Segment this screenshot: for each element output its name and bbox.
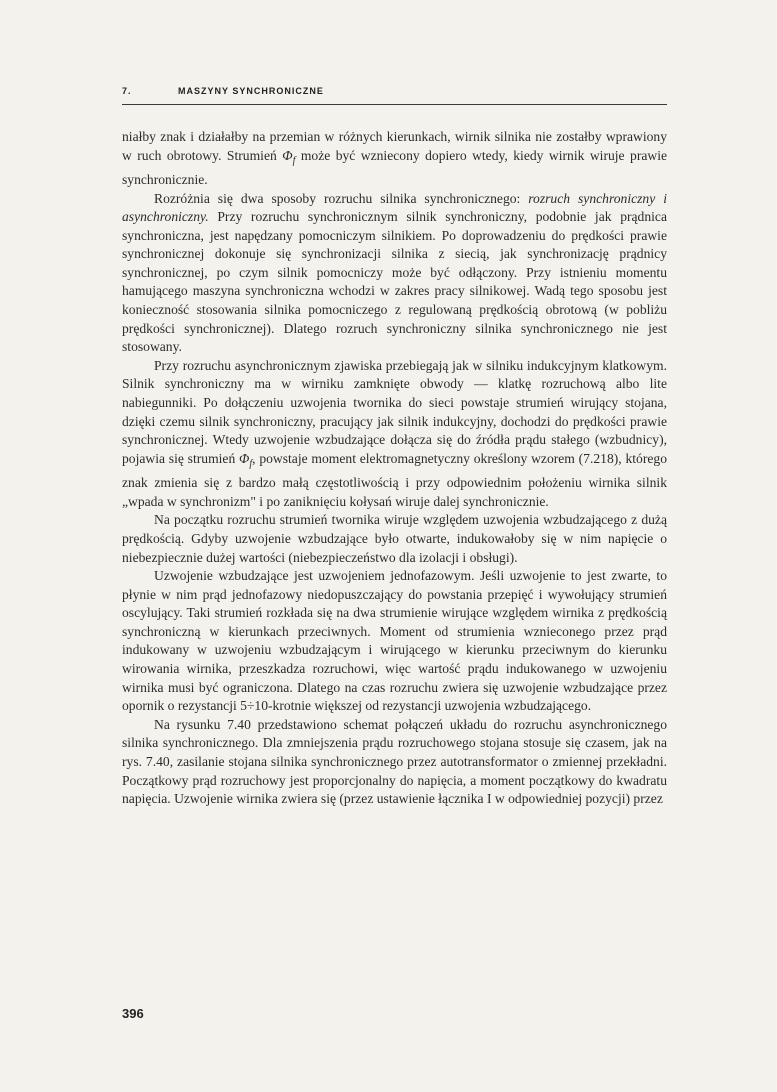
paragraph <box>122 567 667 716</box>
italic-span: rozruch synchroniczny i asynchroniczny. <box>122 190 667 225</box>
text-span: Rozróżnia się dwa sposoby rozruchu silnika synchronicznego: <box>154 190 529 206</box>
text-span: Przy rozruchu synchronicznym silnik synchroniczny, podobnie jak prądnica synchroniczna, jest napędzany pomocniczym silnikiem. Po doprowadzeniu do prędkości prawie synchronicznej dokonuje się synchronizacji silnika z siecią, jak synchronizację prądnicy synchronicznej, po czym silnik pomocniczy może być odłączony. Przy istnieniu momentu hamującego maszyna synchroniczna wchodzi w zakres pracy silnikowej. Wadą tego sposobu jest konieczność stosowania silnika pomocniczego z regulowaną prędkością obrotową (w pobliżu prędkości synchronicznej). Dlatego rozruch synchroniczny silnika synchronicznego nie jest stosowany. <box>122 209 667 355</box>
paragraph <box>122 190 667 357</box>
running-header <box>122 86 667 102</box>
chapter-number: 7. <box>122 86 132 96</box>
paragraph <box>122 357 667 511</box>
page-number: 396 <box>122 1006 144 1021</box>
paragraph <box>122 716 667 809</box>
italic-span: Φ <box>282 147 293 163</box>
text-span: może być wzniecony dopiero wtedy, kiedy wirnik wiruje prawie synchronicznie. <box>122 147 668 187</box>
paragraph <box>122 128 667 190</box>
text-span: Uzwojenie wzbudzające jest uzwojeniem jednofazowym. Jeśli uzwojenie to jest zwarte, to płynie w nim prąd jednofazowy niedopuszczający do powstania przepięć i wywołujący strumień oscylujący. Taki strumień rozkłada się na dwa strumienie wirujące względem wirnika z prędkością synchroniczną w kierunkach przeciwnych. Moment od strumienia wznieconego przez prąd indukowany w uzwojeniu wzbudzającym i wirującego w kierunku przeciwnym do kierunku wirowania wirnika, przeszkadza rozruchowi, więc wartość prądu indukowanego w uzwojeniu wirnika musi być ograniczona. Dlatego na czas rozruchu zwiera się uzwojenie wzbudzające przez opornik o rezystancji 5÷10-krotnie większej od rezystancji uzwojenia wzbudzającego. <box>122 568 667 714</box>
subscript-span: f <box>249 458 253 470</box>
text-span: Przy rozruchu asynchronicznym zjawiska przebiegają jak w silniku indukcyjnym klatkowym. Silnik synchroniczny ma w wirniku zamknięte obwody — klatkę rozruchową albo lite nabiegunniki. Po dołączeniu uzwojenia twornika do sieci powstaje strumień wirujący stojana, dzięki czemu silnik synchroniczny, pracujący jak silnik indukcyjny, dochodzi do prędkości prawie synchronicznej. Wtedy uzwojenie wzbudzające dołącza się do źródła prądu stałego (wzbudnicy), pojawia się strumień <box>122 357 667 466</box>
text-span: Na początku rozruchu strumień twornika wiruje względem uzwojenia wzbudzającego z dużą prędkością. Gdyby uzwojenie wzbudzające było otwarte, indukowałoby się w nim napięcie o niebezpiecznie dużej wartości (niebezpieczeństwo dla izolacji i obsługi). <box>122 512 667 565</box>
italic-span: Φ <box>239 450 250 466</box>
subscript-span: f <box>292 155 296 167</box>
chapter-title: MASZYNY SYNCHRONICZNE <box>178 86 324 96</box>
text-span: niałby znak i działałby na przemian w różnych kierunkach, wirnik silnika nie zostałby wprawiony w ruch obrotowy. Strumień <box>122 129 667 163</box>
text-span: , powstaje moment elektromagnetyczny określony wzorem (7.218), którego znak zmienia się z bardzo małą częstotliwością i przy odpowiednim położeniu wirnika silnik „wpada w synchronizm" i po zaniknięciu kołysań wiruje dalej synchronicznie. <box>122 450 667 509</box>
text-span: Na rysunku 7.40 przedstawiono schemat połączeń układu do rozruchu asynchronicznego silnika synchronicznego. Dla zmniejszenia prądu rozruchowego stojana stosuje się czasem, jak na rys. 7.40, zasilanie stojana silnika synchronicznego przez autotransformator o zmiennej przekładni. Początkowy prąd rozruchowy jest proporcjonalny do napięcia, a moment początkowy do kwadratu napięcia. Uzwojenie wirnika zwiera się (przez ustawienie łącznika I w odpowiedniej pozycji) przez <box>122 716 667 807</box>
header-rule <box>122 104 667 105</box>
body-text <box>122 128 667 809</box>
paragraph <box>122 511 667 567</box>
